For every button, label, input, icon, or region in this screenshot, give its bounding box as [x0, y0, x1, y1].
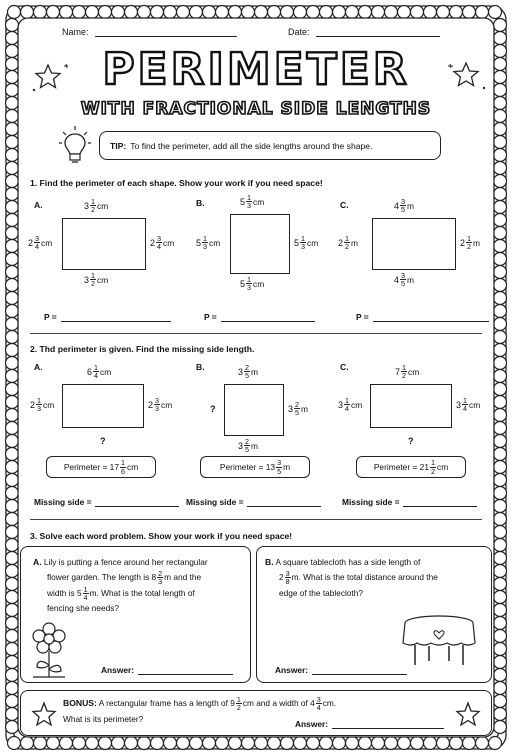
- side-right: 3 $\frac{1}{4}$ cm: [456, 396, 481, 414]
- star-icon: [30, 60, 74, 96]
- border-scallop: [8, 737, 21, 750]
- star-icon: [31, 701, 57, 727]
- border-scallop: [398, 6, 411, 19]
- answer-bonus[interactable]: [295, 719, 444, 729]
- border-scallop: [112, 6, 125, 19]
- border-scallop: [6, 227, 19, 240]
- border-scallop: [494, 682, 507, 695]
- border-scallop: [6, 591, 19, 604]
- fraction: $\frac{2}{3}$: [158, 569, 163, 587]
- word-problem-a-label: A.: [33, 557, 42, 567]
- fraction: $\frac{1}{3}$: [247, 193, 252, 211]
- fraction: $\frac{1}{2}$: [345, 234, 350, 252]
- border-scallop: [6, 188, 19, 201]
- border-scallop: [6, 682, 19, 695]
- section2-heading: 2. Thd perimeter is given. Find the missing side length.: [30, 344, 255, 354]
- rectangle-shape: [224, 384, 284, 436]
- border-scallop: [489, 737, 502, 750]
- fraction: $\frac{2}{5}$: [245, 437, 250, 455]
- side-left: 5 $\frac{1}{3}$ cm: [196, 234, 221, 252]
- border-scallop: [494, 500, 507, 513]
- star-icon: [455, 701, 481, 727]
- side-right: 5 $\frac{1}{3}$ cm: [294, 234, 319, 252]
- border-scallop: [6, 253, 19, 266]
- border-scallop: [494, 669, 507, 682]
- border-scallop: [346, 6, 359, 19]
- border-scallop: [385, 737, 398, 750]
- shape-label: C.: [340, 200, 349, 210]
- border-scallop: [6, 123, 19, 136]
- fraction: $\frac{1}{2}$: [402, 363, 407, 381]
- side-left: 3 $\frac{1}{4}$ cm: [338, 396, 363, 414]
- border-scallop: [6, 513, 19, 526]
- border-scallop: [463, 737, 476, 750]
- lightbulb-icon: [58, 124, 92, 166]
- border-scallop: [6, 149, 19, 162]
- border-scallop: [112, 737, 125, 750]
- border-scallop: [494, 604, 507, 617]
- border-scallop: [6, 396, 19, 409]
- border-scallop: [177, 6, 190, 19]
- answer-a[interactable]: [101, 665, 233, 675]
- border-scallop: [60, 6, 73, 19]
- word-problem-b-label: B.: [265, 557, 274, 567]
- border-scallop: [494, 526, 507, 539]
- border-scallop: [242, 737, 255, 750]
- border-scallop: [307, 737, 320, 750]
- border-scallop: [6, 370, 19, 383]
- given-perimeter: Perimeter = 13 $\frac{3}{5}$ m: [200, 456, 310, 478]
- shape-label: A.: [34, 362, 43, 372]
- border-scallop: [190, 6, 203, 19]
- border-scallop: [6, 721, 19, 734]
- perimeter-answer[interactable]: P =: [204, 312, 315, 322]
- border-scallop: [216, 6, 229, 19]
- border-scallop: [34, 737, 47, 750]
- border-scallop: [6, 19, 19, 32]
- border-scallop: [6, 617, 19, 630]
- border-scallop: [476, 6, 489, 19]
- bonus-box: [20, 690, 492, 736]
- shape-label: A.: [34, 200, 43, 210]
- border-scallop: [307, 6, 320, 19]
- border-scallop: [494, 435, 507, 448]
- border-scallop: [281, 6, 294, 19]
- date-field[interactable]: [288, 27, 440, 37]
- tip-label: TIP:: [110, 140, 127, 151]
- border-scallop: [151, 6, 164, 19]
- side-left: 2 $\frac{3}{4}$ cm: [28, 234, 53, 252]
- fraction: $\frac{1}{6}$: [121, 458, 125, 476]
- fraction: $\frac{2}{5}$: [245, 363, 250, 381]
- fraction: $\frac{3}{4}$: [316, 695, 321, 713]
- answer-label: Answer:: [275, 665, 309, 675]
- border-scallop: [203, 737, 216, 750]
- border-scallop: [229, 737, 242, 750]
- border-scallop: [398, 737, 411, 750]
- side-right: 2 $\frac{3}{4}$ cm: [150, 234, 175, 252]
- border-scallop: [494, 19, 507, 32]
- border-scallop: [6, 344, 19, 357]
- border-scallop: [6, 448, 19, 461]
- border-scallop: [6, 565, 19, 578]
- fraction: $\frac{1}{4}$: [463, 396, 468, 414]
- border-scallop: [6, 578, 19, 591]
- border-scallop: [494, 357, 507, 370]
- side-right: 2 $\frac{1}{2}$ m: [460, 234, 480, 252]
- border-scallop: [21, 6, 34, 19]
- border-scallop: [494, 123, 507, 136]
- border-scallop: [47, 737, 60, 750]
- border-scallop: [494, 461, 507, 474]
- border-scallop: [6, 539, 19, 552]
- border-scallop: [6, 331, 19, 344]
- fraction: $\frac{3}{3}$: [155, 396, 160, 414]
- border-scallop: [494, 266, 507, 279]
- border-scallop: [494, 708, 507, 721]
- border-scallop: [6, 266, 19, 279]
- answer-label: Answer:: [295, 719, 329, 729]
- page-subtitle: WITH FRACTIONAL SIDE LENGTHS: [80, 99, 432, 119]
- border-scallop: [494, 188, 507, 201]
- border-scallop: [359, 6, 372, 19]
- border-scallop: [494, 539, 507, 552]
- side-left-unknown: ?: [210, 404, 216, 414]
- side-top: 4 $\frac{3}{5}$ m: [394, 197, 414, 215]
- border-scallop: [6, 409, 19, 422]
- border-scallop: [151, 737, 164, 750]
- fraction: $\frac{1}{2}$: [236, 695, 241, 713]
- border-scallop: [6, 357, 19, 370]
- word-problem-b: B. A square tablecloth has a side length of 2 $\frac{3}{8}$ m. What is the total distance around the edge of the tablecloth?: [265, 557, 438, 598]
- fraction: $\frac{1}{3}$: [247, 275, 252, 293]
- border-scallop: [21, 737, 34, 750]
- section3-heading: 3. Solve each word problem. Show your work if you need space!: [30, 531, 293, 541]
- perimeter-answer[interactable]: P =: [44, 312, 171, 322]
- border-scallop: [494, 175, 507, 188]
- fraction: $\frac{3}{8}$: [285, 569, 290, 587]
- border-scallop: [494, 656, 507, 669]
- answer-b[interactable]: [275, 665, 407, 675]
- page-title: PERIMETER: [102, 44, 410, 95]
- border-scallop: [6, 305, 19, 318]
- border-scallop: [86, 6, 99, 19]
- border-scallop: [6, 292, 19, 305]
- side-top: 6 $\frac{1}{4}$ cm: [87, 363, 112, 381]
- border-scallop: [6, 695, 19, 708]
- side-bottom-unknown: ?: [100, 436, 106, 446]
- fraction: $\frac{1}{2}$: [91, 197, 96, 215]
- border-scallop: [320, 6, 333, 19]
- border-scallop: [6, 474, 19, 487]
- border-scallop: [494, 240, 507, 253]
- border-scallop: [8, 6, 21, 19]
- fraction: $\frac{1}{3}$: [203, 234, 208, 252]
- given-perimeter: Perimeter = 21 $\frac{1}{2}$ cm: [356, 456, 466, 478]
- border-scallop: [281, 737, 294, 750]
- border-scallop: [494, 591, 507, 604]
- tip-text: To find the perimeter, add all the side lengths around the shape.: [130, 140, 373, 151]
- border-scallop: [494, 565, 507, 578]
- fraction: $\frac{3}{4}$: [35, 234, 40, 252]
- border-scallop: [411, 737, 424, 750]
- border-scallop: [320, 737, 333, 750]
- side-left: 2 $\frac{1}{2}$ m: [338, 234, 358, 252]
- date-label: Date:: [288, 27, 310, 37]
- border-scallop: [125, 6, 138, 19]
- border-scallop: [494, 409, 507, 422]
- border-scallop: [372, 6, 385, 19]
- border-scallop: [494, 513, 507, 526]
- rectangle-shape: [370, 384, 452, 428]
- border-scallop: [294, 6, 307, 19]
- border-scallop: [99, 737, 112, 750]
- border-scallop: [489, 6, 502, 19]
- table-icon: [397, 609, 481, 669]
- border-scallop: [216, 737, 229, 750]
- border-scallop: [494, 643, 507, 656]
- border-scallop: [47, 6, 60, 19]
- bonus-problem: BONUS: A rectangular frame has a length of 9 $\frac{1}{2}$ cm and a width of 4 $\frac{3}{4}$ cm. What is its perimeter?: [63, 695, 337, 724]
- border-scallop: [494, 448, 507, 461]
- border-scallop: [125, 737, 138, 750]
- border-scallop: [437, 6, 450, 19]
- border-scallop: [494, 149, 507, 162]
- name-field[interactable]: [62, 27, 237, 37]
- shape-label: C.: [340, 362, 349, 372]
- border-scallop: [494, 214, 507, 227]
- side-bottom: 3 $\frac{1}{2}$ cm: [84, 271, 109, 289]
- border-scallop: [411, 6, 424, 19]
- fraction: $\frac{1}{2}$: [431, 458, 435, 476]
- missing-side-answer[interactable]: Missing side =: [342, 497, 477, 507]
- fraction: $\frac{3}{5}$: [401, 197, 406, 215]
- border-scallop: [450, 6, 463, 19]
- side-right: 2 $\frac{3}{3}$ cm: [148, 396, 173, 414]
- border-scallop: [138, 737, 151, 750]
- border-scallop: [494, 617, 507, 630]
- border-scallop: [203, 6, 216, 19]
- border-scallop: [494, 396, 507, 409]
- fraction: $\frac{1}{4}$: [94, 363, 99, 381]
- side-top: 3 $\frac{1}{2}$ cm: [84, 197, 109, 215]
- border-scallop: [6, 318, 19, 331]
- border-scallop: [6, 435, 19, 448]
- flower-icon: [29, 621, 69, 679]
- border-scallop: [494, 331, 507, 344]
- bonus-label: BONUS:: [63, 698, 97, 708]
- star-icon: [444, 58, 488, 94]
- border-scallop: [494, 227, 507, 240]
- border-scallop: [494, 136, 507, 149]
- border-scallop: [450, 737, 463, 750]
- fraction: $\frac{1}{3}$: [301, 234, 306, 252]
- border-scallop: [6, 175, 19, 188]
- border-scallop: [494, 552, 507, 565]
- border-scallop: [6, 669, 19, 682]
- border-scallop: [494, 253, 507, 266]
- border-scallop: [494, 487, 507, 500]
- border-scallop: [255, 6, 268, 19]
- border-scallop: [6, 604, 19, 617]
- border-scallop: [229, 6, 242, 19]
- border-scallop: [6, 279, 19, 292]
- border-scallop: [494, 422, 507, 435]
- border-scallop: [333, 6, 346, 19]
- fraction: $\frac{2}{5}$: [295, 400, 300, 418]
- given-perimeter: Perimeter = 17 $\frac{1}{6}$ cm: [46, 456, 156, 478]
- border-scallop: [6, 487, 19, 500]
- border-scallop: [494, 383, 507, 396]
- border-scallop: [6, 422, 19, 435]
- border-scallop: [359, 737, 372, 750]
- border-scallop: [190, 737, 203, 750]
- border-scallop: [242, 6, 255, 19]
- side-bottom: 3 $\frac{2}{5}$ m: [238, 437, 258, 455]
- border-scallop: [6, 708, 19, 721]
- side-left: 2 $\frac{1}{3}$ cm: [30, 396, 55, 414]
- border-scallop: [385, 6, 398, 19]
- fraction: $\frac{1}{4}$: [345, 396, 350, 414]
- side-bottom: 4 $\frac{3}{5}$ m: [394, 271, 414, 289]
- border-scallop: [463, 6, 476, 19]
- border-scallop: [6, 552, 19, 565]
- shape-label: B.: [196, 362, 205, 372]
- section1-heading: 1. Find the perimeter of each shape. Show your work if you need space!: [30, 178, 323, 188]
- answer-label: Answer:: [101, 665, 135, 675]
- border-scallop: [99, 6, 112, 19]
- word-problem-a: A. Lily is putting a fence around her rectangular flower garden. The length is 8 $\frac{2}{3}$ m and the width is 5 $\frac{1}{4}$ m. What is the total length of fencing she needs?: [33, 557, 208, 614]
- border-scallop: [268, 737, 281, 750]
- border-scallop: [494, 318, 507, 331]
- border-scallop: [6, 162, 19, 175]
- border-scallop: [6, 214, 19, 227]
- border-scallop: [86, 737, 99, 750]
- border-scallop: [34, 6, 47, 19]
- rectangle-shape: [62, 384, 144, 428]
- border-scallop: [60, 737, 73, 750]
- border-scallop: [476, 737, 489, 750]
- fraction: $\frac{3}{5}$: [401, 271, 406, 289]
- side-top: 3 $\frac{2}{5}$ m: [238, 363, 258, 381]
- border-scallop: [255, 737, 268, 750]
- rectangle-shape: [62, 218, 146, 270]
- border-scallop: [6, 461, 19, 474]
- border-scallop: [494, 162, 507, 175]
- fraction: $\frac{1}{2}$: [467, 234, 472, 252]
- name-label: Name:: [62, 27, 89, 37]
- shape-label: B.: [196, 198, 205, 208]
- border-scallop: [494, 630, 507, 643]
- rectangle-shape: [372, 218, 456, 270]
- word-problem-a-box: [20, 546, 251, 683]
- border-scallop: [6, 526, 19, 539]
- border-scallop: [6, 656, 19, 669]
- border-scallop: [424, 6, 437, 19]
- side-top: 7 $\frac{1}{2}$ cm: [395, 363, 420, 381]
- fraction: $\frac{1}{2}$: [91, 271, 96, 289]
- border-scallop: [6, 643, 19, 656]
- fraction: $\frac{1}{4}$: [83, 584, 88, 602]
- border-scallop: [6, 383, 19, 396]
- fraction: $\frac{3}{5}$: [277, 458, 282, 476]
- border-scallop: [494, 292, 507, 305]
- border-scallop: [177, 737, 190, 750]
- border-scallop: [73, 6, 86, 19]
- border-scallop: [6, 500, 19, 513]
- border-scallop: [494, 695, 507, 708]
- missing-side-answer[interactable]: Missing side =: [34, 497, 179, 507]
- border-scallop: [268, 6, 281, 19]
- border-scallop: [494, 474, 507, 487]
- border-scallop: [372, 737, 385, 750]
- border-scallop: [494, 344, 507, 357]
- word-problem-b-box: [256, 546, 492, 683]
- border-scallop: [494, 305, 507, 318]
- border-scallop: [494, 201, 507, 214]
- fraction: $\frac{3}{4}$: [157, 234, 162, 252]
- side-right: 3 $\frac{2}{5}$ m: [288, 400, 308, 418]
- border-scallop: [494, 279, 507, 292]
- side-top: 5 $\frac{1}{3}$ cm: [240, 193, 265, 211]
- tip-box: [99, 131, 441, 160]
- border-scallop: [6, 240, 19, 253]
- divider: [30, 333, 482, 334]
- border-scallop: [494, 578, 507, 591]
- rectangle-shape: [230, 214, 290, 274]
- border-scallop: [73, 737, 86, 750]
- border-scallop: [424, 737, 437, 750]
- border-scallop: [294, 737, 307, 750]
- border-scallop: [494, 370, 507, 383]
- border-scallop: [138, 6, 151, 19]
- border-scallop: [346, 737, 359, 750]
- border-scallop: [164, 737, 177, 750]
- fraction: $\frac{1}{3}$: [37, 396, 42, 414]
- missing-side-answer[interactable]: Missing side =: [186, 497, 321, 507]
- title-graphic: [0, 42, 512, 122]
- border-scallop: [437, 737, 450, 750]
- border-scallop: [6, 201, 19, 214]
- border-scallop: [164, 6, 177, 19]
- border-scallop: [6, 136, 19, 149]
- side-bottom-unknown: ?: [408, 436, 414, 446]
- border-scallop: [6, 630, 19, 643]
- side-bottom: 5 $\frac{1}{3}$ cm: [240, 275, 265, 293]
- border-scallop: [333, 737, 346, 750]
- perimeter-answer[interactable]: P =: [356, 312, 489, 322]
- divider: [30, 519, 482, 520]
- border-scallop: [494, 721, 507, 734]
